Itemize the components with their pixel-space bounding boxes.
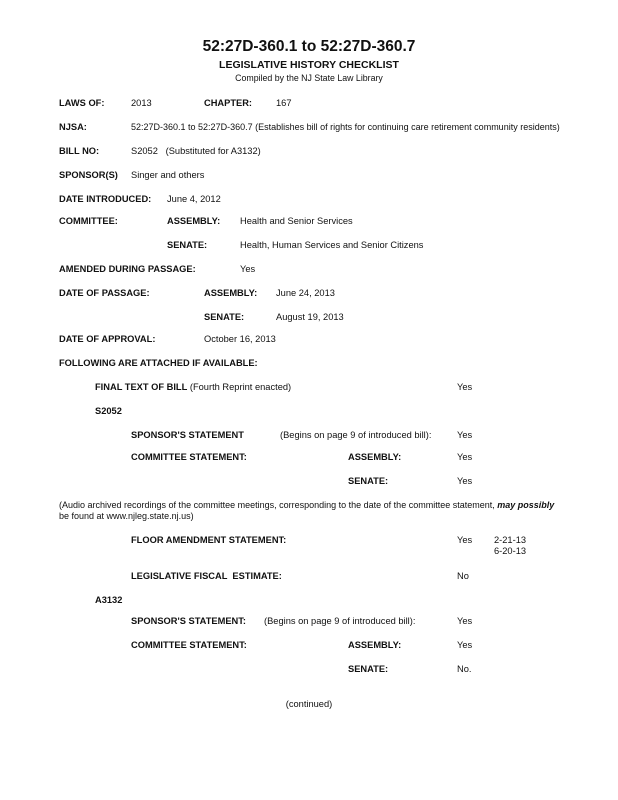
s-floor-date-1: 2-21-13 (494, 535, 527, 545)
s-floor-label: FLOOR AMENDMENT STATEMENT: (131, 535, 287, 545)
chapter-value: 167 (276, 98, 292, 108)
passage-senate-value: August 19, 2013 (276, 312, 344, 322)
committee-assembly-value: Health and Senior Services (240, 216, 353, 226)
laws-of-value: 2013 (131, 98, 152, 108)
s-committee-senate-value: Yes (457, 476, 473, 486)
a-committee-assembly-value: Yes (457, 640, 473, 650)
a-sponsor-label: SPONSOR'S STATEMENT: (131, 616, 246, 626)
a-sponsor-value: Yes (457, 616, 473, 626)
s-fiscal-label: LEGISLATIVE FISCAL ESTIMATE: (131, 571, 282, 581)
a-committee-senate-value: No. (457, 664, 472, 674)
page-title: 52:27D-360.1 to 52:27D-360.7 (202, 38, 416, 55)
passage-senate-label: SENATE: (204, 312, 245, 322)
s-committee-assembly-label: ASSEMBLY: (348, 452, 402, 462)
page-subtitle: LEGISLATIVE HISTORY CHECKLIST (219, 59, 399, 71)
s-committee-assembly-value: Yes (457, 452, 473, 462)
a-bill-number: A3132 (95, 595, 123, 605)
passage-assembly-label: ASSEMBLY: (204, 288, 258, 298)
s-floor-value: Yes (457, 535, 473, 545)
committee-label: COMMITTEE: (59, 216, 118, 226)
date-introduced-label: DATE INTRODUCED: (59, 194, 152, 204)
attached-heading: FOLLOWING ARE ATTACHED IF AVAILABLE: (59, 358, 258, 368)
s-fiscal-value: No (457, 571, 469, 581)
s-sponsor-note: (Begins on page 9 of introduced bill): (280, 430, 432, 440)
amended-label: AMENDED DURING PASSAGE: (59, 264, 196, 274)
s-committee-label: COMMITTEE STATEMENT: (131, 452, 247, 462)
committee-senate-value: Health, Human Services and Senior Citizens (240, 240, 424, 250)
a-committee-senate-label: SENATE: (348, 664, 389, 674)
final-text-value: Yes (457, 382, 473, 392)
s-sponsor-label: SPONSOR'S STATEMENT (131, 430, 244, 440)
date-introduced-value: June 4, 2012 (167, 194, 221, 204)
njsa-value: 52:27D-360.1 to 52:27D-360.7 (Establishes bill of rights for continuing care retirement community residents) (131, 122, 560, 132)
a-committee-label: COMMITTEE STATEMENT: (131, 640, 247, 650)
committee-assembly-label: ASSEMBLY: (167, 216, 221, 226)
committee-senate-label: SENATE: (167, 240, 208, 250)
final-text-label: FINAL TEXT OF BILL (95, 382, 188, 392)
passage-label: DATE OF PASSAGE: (59, 288, 150, 298)
s-sponsor-value: Yes (457, 430, 473, 440)
sponsors-value: Singer and others (131, 170, 205, 180)
chapter-label: CHAPTER: (204, 98, 253, 108)
audio-note-emphasis: may possibly (497, 500, 555, 510)
s-floor-date-2: 6-20-13 (494, 546, 527, 556)
sponsors-label: SPONSOR(S) (59, 170, 118, 180)
audio-note-line-2: be found at www.njleg.state.nj.us) (59, 511, 194, 521)
passage-assembly-value: June 24, 2013 (276, 288, 335, 298)
bill-no-value: S2052 (Substituted for A3132) (131, 146, 261, 156)
njsa-label: NJSA: (59, 122, 87, 132)
a-committee-assembly-label: ASSEMBLY: (348, 640, 402, 650)
s-committee-senate-label: SENATE: (348, 476, 389, 486)
laws-of-label: LAWS OF: (59, 98, 105, 108)
final-text-row (95, 381, 291, 393)
approval-value: October 16, 2013 (204, 334, 276, 344)
continued-note: (continued) (285, 699, 333, 709)
s-bill-number: S2052 (95, 406, 122, 416)
approval-label: DATE OF APPROVAL: (59, 334, 156, 344)
final-text-note: (Fourth Reprint enacted) (187, 382, 292, 392)
audio-note-text: (Audio archived recordings of the committee meetings, corresponding to the date of the committee statement, (59, 500, 498, 510)
a-sponsor-note: (Begins on page 9 of introduced bill): (264, 616, 416, 626)
amended-value: Yes (240, 264, 256, 274)
bill-no-label: BILL NO: (59, 146, 100, 156)
compiled-by: Compiled by the NJ State Law Library (235, 73, 383, 83)
